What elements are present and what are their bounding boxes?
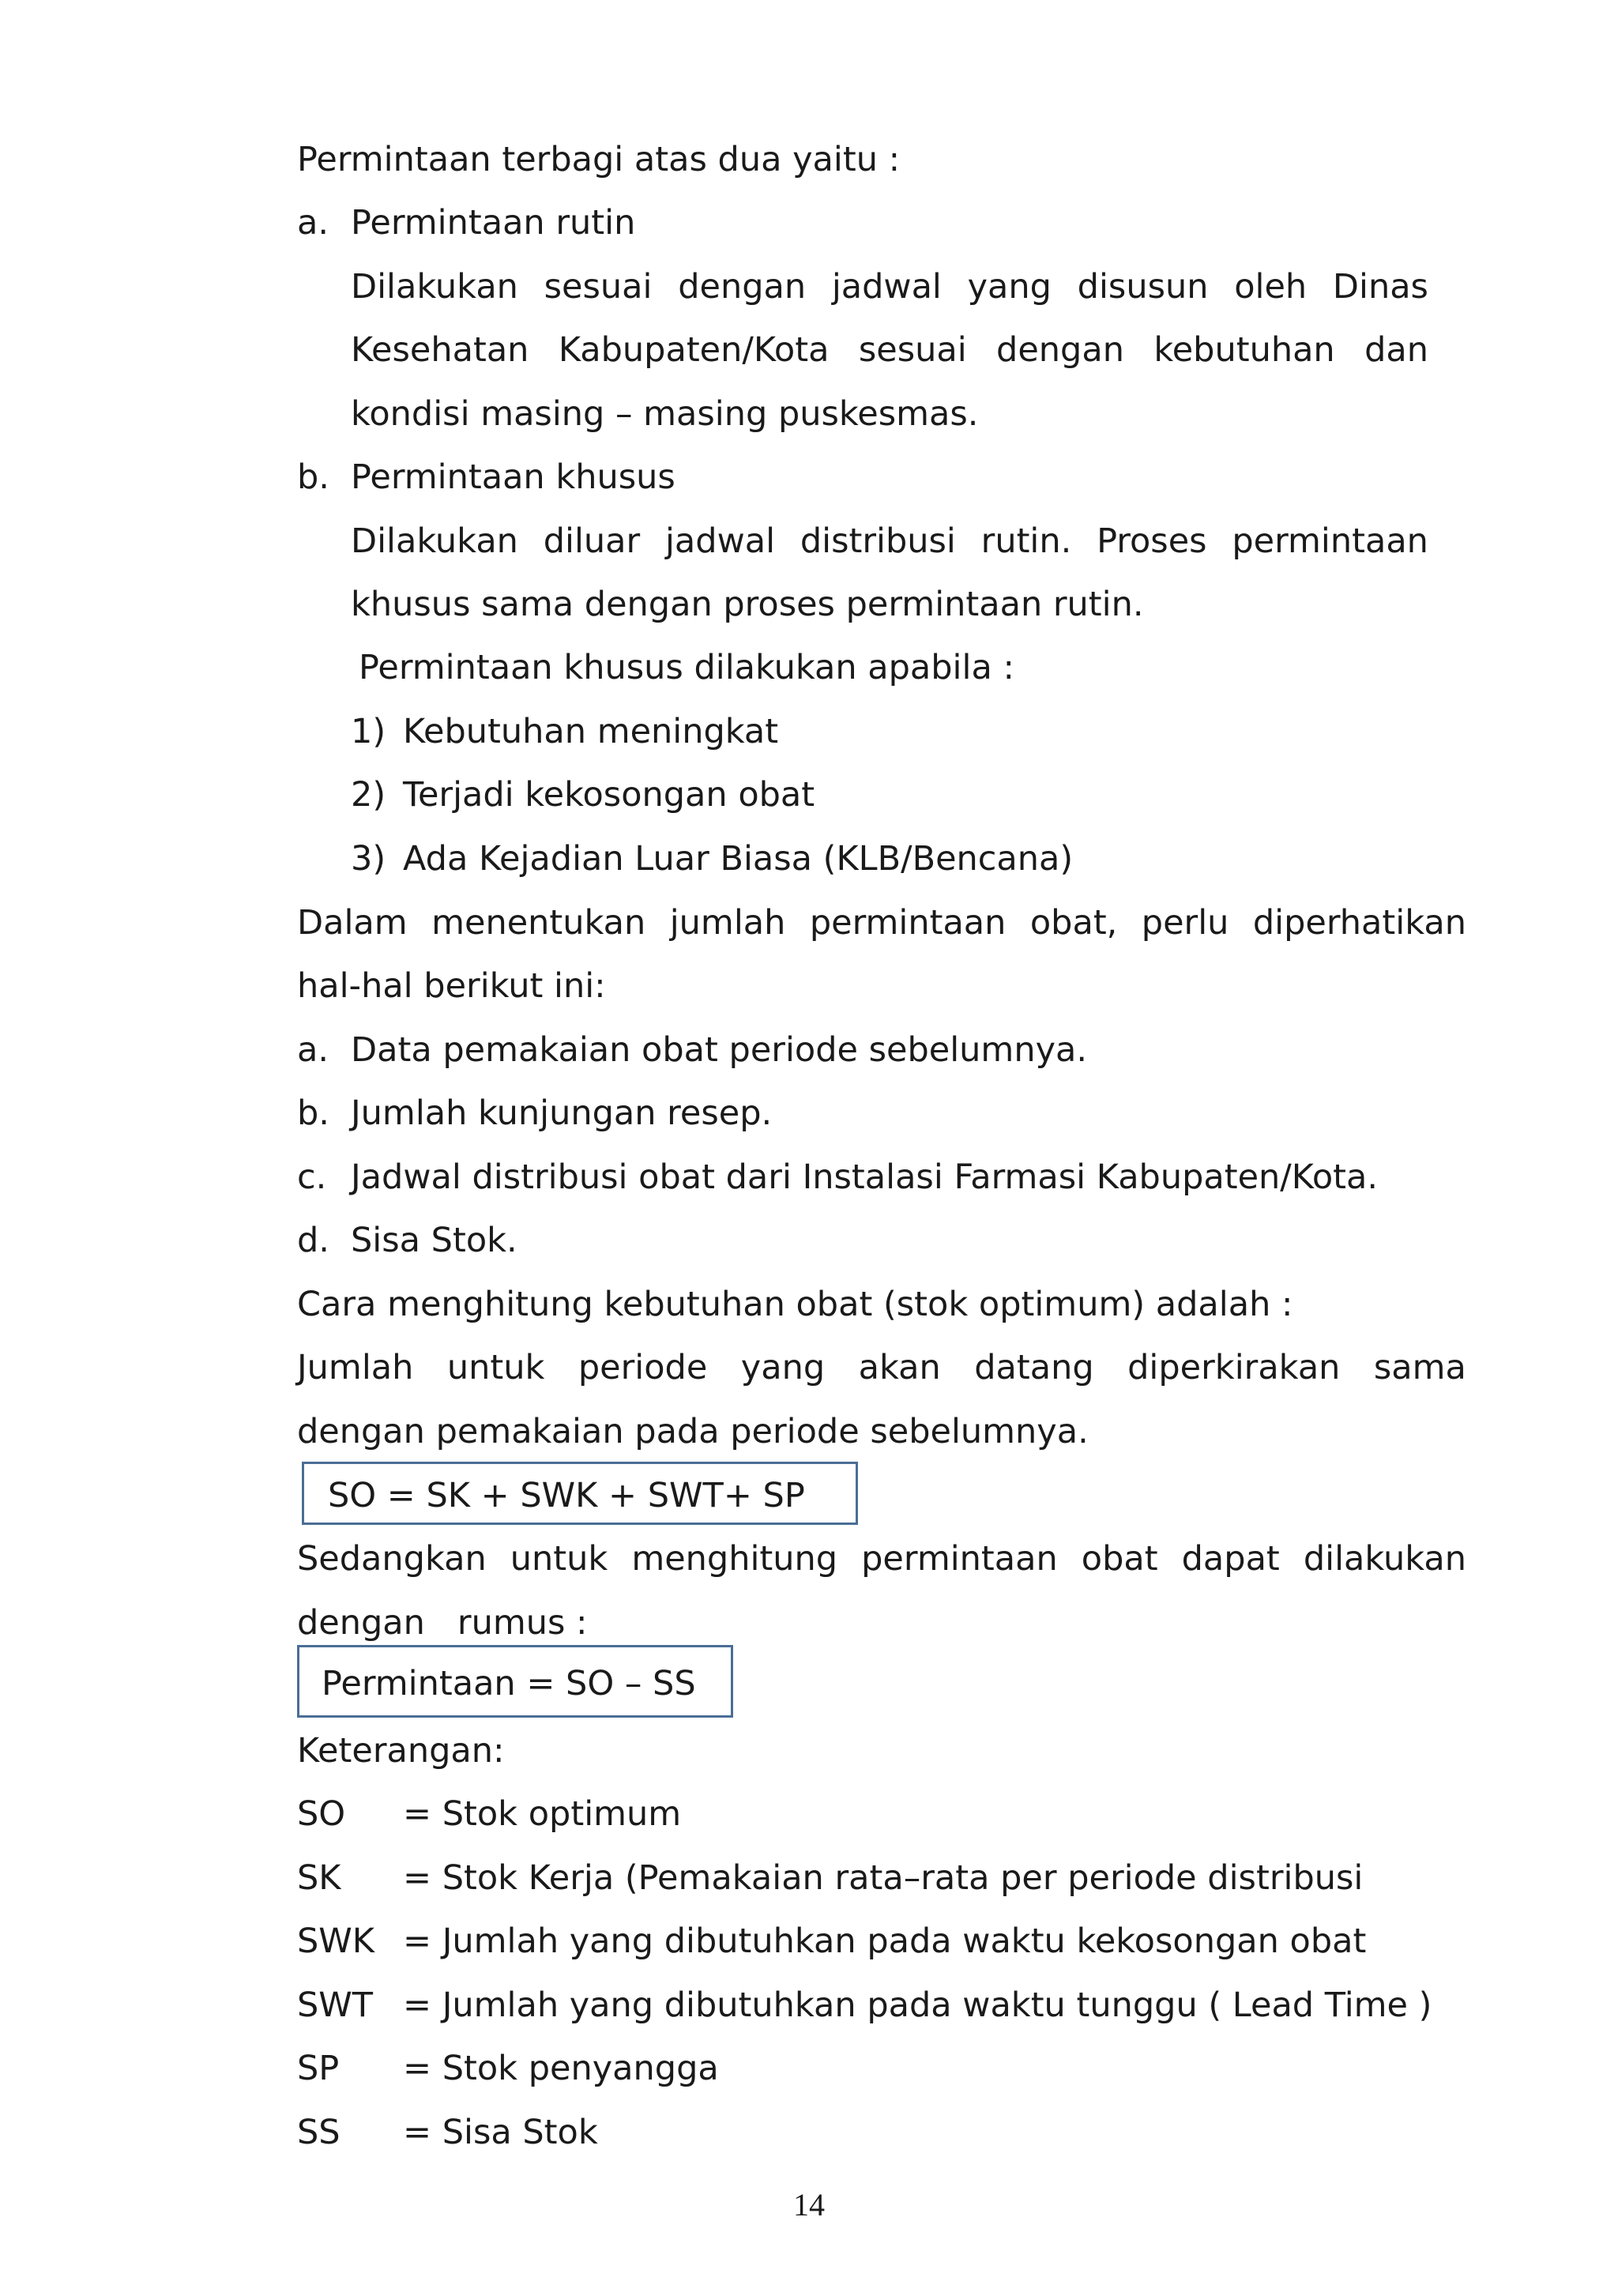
legend-abbr: SS xyxy=(297,2113,341,2152)
word: Dilakukan xyxy=(351,521,518,561)
word: dengan xyxy=(996,330,1124,370)
intro-text: Permintaan terbagi atas dua yaitu : xyxy=(297,140,901,179)
word: yang xyxy=(740,1348,826,1387)
legend-abbr: SK xyxy=(297,1858,341,1898)
word: akan xyxy=(858,1348,941,1387)
justified-line xyxy=(351,518,1428,565)
word: permintaan xyxy=(1232,521,1428,561)
word: Dilakukan xyxy=(351,267,518,307)
word: Kabupaten/Kota xyxy=(558,330,830,370)
legend-abbr: SWK xyxy=(297,1921,375,1961)
condition-item: Kebutuhan meningkat xyxy=(403,712,779,751)
word: menentukan xyxy=(431,903,646,943)
word: diluar xyxy=(543,521,641,561)
condition-intro: Permintaan khusus dilakukan apabila : xyxy=(359,648,1014,687)
word: menghitung xyxy=(631,1539,838,1579)
word: Proses xyxy=(1097,521,1207,561)
formula-box xyxy=(297,1645,733,1718)
legend-def: = Stok optimum xyxy=(403,1794,682,1834)
word: periode xyxy=(578,1348,708,1387)
justified-line xyxy=(297,1344,1466,1391)
paragraph-line: dengan rumus : xyxy=(297,1603,588,1643)
justified-line xyxy=(351,263,1428,311)
word: jadwal xyxy=(831,267,942,307)
consider-item: Jadwal distribusi obat dari Instalasi Farmasi Kabupaten/Kota. xyxy=(351,1157,1379,1197)
word: dapat xyxy=(1181,1539,1280,1579)
word: Dalam xyxy=(297,903,408,943)
list-marker: 3) xyxy=(351,839,386,879)
word: dengan xyxy=(678,267,807,307)
word: sama xyxy=(1373,1348,1466,1387)
justified-line xyxy=(297,899,1466,947)
legend-def: = Jumlah yang dibutuhkan pada waktu tunggu ( Lead Time ) xyxy=(403,1985,1432,2025)
word: Dinas xyxy=(1332,267,1428,307)
word: Kesehatan xyxy=(351,330,529,370)
word: yang xyxy=(967,267,1052,307)
consider-item: Jumlah kunjungan resep. xyxy=(351,1093,773,1133)
list-marker: a. xyxy=(297,1030,329,1070)
word: obat, xyxy=(1029,903,1118,943)
item-title: Permintaan rutin xyxy=(351,203,636,243)
legend-def: = Stok Kerja (Pemakaian rata–rata per periode distribusi xyxy=(403,1858,1364,1898)
legend-def: = Stok penyangga xyxy=(403,2049,719,2088)
consider-item: Sisa Stok. xyxy=(351,1221,517,1260)
word: datang xyxy=(974,1348,1094,1387)
page-number: 14 xyxy=(793,2187,825,2223)
paragraph-line: khusus sama dengan proses permintaan rutin. xyxy=(351,585,1144,624)
word: sesuai xyxy=(544,267,653,307)
list-marker: c. xyxy=(297,1157,327,1197)
word: perlu xyxy=(1141,903,1229,943)
list-marker: b. xyxy=(297,457,329,497)
formula-text: SO = SK + SWK + SWT+ SP xyxy=(328,1476,805,1515)
word: rutin. xyxy=(980,521,1072,561)
legend-def: = Sisa Stok xyxy=(403,2113,598,2152)
formula-text: Permintaan = SO – SS xyxy=(322,1664,696,1703)
word: oleh xyxy=(1234,267,1308,307)
consider-item: Data pemakaian obat periode sebelumnya. xyxy=(351,1030,1088,1070)
legend-abbr: SP xyxy=(297,2049,340,2088)
word: permintaan xyxy=(809,903,1007,943)
word: sesuai xyxy=(858,330,967,370)
list-marker: d. xyxy=(297,1221,329,1260)
word: dan xyxy=(1364,330,1428,370)
word: Jumlah xyxy=(297,1348,414,1387)
calc-intro: Cara menghitung kebutuhan obat (stok optimum) adalah : xyxy=(297,1285,1293,1324)
word: permintaan xyxy=(861,1539,1058,1579)
legend-abbr: SWT xyxy=(297,1985,374,2025)
word: diperkirakan xyxy=(1127,1348,1341,1387)
condition-item: Ada Kejadian Luar Biasa (KLB/Bencana) xyxy=(403,839,1074,879)
justified-line xyxy=(351,326,1428,374)
legend-abbr: SO xyxy=(297,1794,346,1834)
word: distribusi xyxy=(800,521,956,561)
paragraph-line: dengan pemakaian pada periode sebelumnya. xyxy=(297,1412,1089,1451)
word: dilakukan xyxy=(1303,1539,1466,1579)
word: obat xyxy=(1081,1539,1158,1579)
paragraph-line: hal-hal berikut ini: xyxy=(297,966,606,1006)
legend-def: = Jumlah yang dibutuhkan pada waktu kekosongan obat xyxy=(403,1921,1367,1961)
list-marker: a. xyxy=(297,203,329,243)
word: untuk xyxy=(510,1539,608,1579)
item-title: Permintaan khusus xyxy=(351,457,675,497)
word: kebutuhan xyxy=(1153,330,1335,370)
formula-box xyxy=(302,1462,858,1525)
word: untuk xyxy=(446,1348,545,1387)
word: Sedangkan xyxy=(297,1539,487,1579)
word: disusun xyxy=(1077,267,1209,307)
paragraph-line: kondisi masing – masing puskesmas. xyxy=(351,394,979,434)
word: diperhatikan xyxy=(1252,903,1466,943)
word: jumlah xyxy=(669,903,786,943)
list-marker: b. xyxy=(297,1093,329,1133)
legend-title: Keterangan: xyxy=(297,1731,505,1771)
justified-line xyxy=(297,1535,1466,1583)
list-marker: 1) xyxy=(351,712,386,751)
word: jadwal xyxy=(664,521,776,561)
condition-item: Terjadi kekosongan obat xyxy=(403,775,815,815)
list-marker: 2) xyxy=(351,775,386,815)
